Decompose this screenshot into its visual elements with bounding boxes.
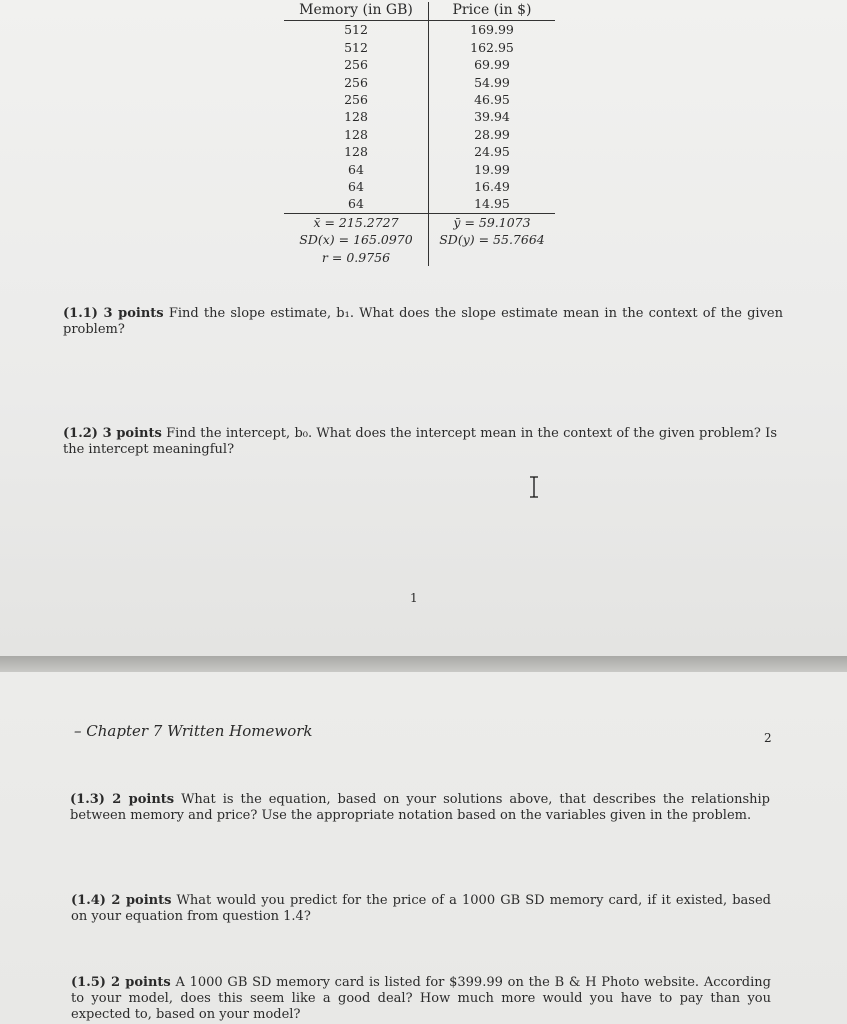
price-cell: 169.99 — [470, 22, 514, 38]
question-number: (1.3) 2 points — [70, 792, 175, 807]
question-text: What is the equation, based on your solutions above, that describes the relationship between memory and price? Use the appropriate notation based on the variables given in the problem. — [70, 792, 770, 823]
stats-row — [284, 213, 555, 231]
question-text: A 1000 GB SD memory card is listed for $399.99 on the B & H Photo website. According to your model, does this seem like a good deal? How much more would you have to pay than you expected to, based on your model? — [71, 975, 771, 1022]
mean-y: ȳ = 59.1073 — [429, 213, 556, 231]
question-1-1 — [63, 306, 783, 338]
memory-cell: 64 — [284, 161, 429, 178]
text-cursor-icon — [527, 476, 541, 498]
question-number: (1.1) 3 points — [63, 306, 164, 321]
table-row — [284, 21, 555, 39]
memory-cell: 64 — [284, 178, 429, 195]
table-row — [284, 178, 555, 195]
table-row — [284, 126, 555, 143]
price-cell: 162.95 — [470, 39, 514, 55]
question-number: (1.2) 3 points — [63, 426, 162, 441]
table-row — [284, 143, 555, 160]
table-row — [284, 195, 555, 213]
memory-cell: 128 — [284, 126, 429, 143]
question-text: Find the slope estimate, b₁. What does the slope estimate mean in the context of the given problem? — [63, 306, 783, 337]
column-header-memory: Memory (in GB) — [284, 2, 429, 21]
sd-y: SD(y) = 55.7664 — [439, 232, 545, 248]
sd-x: SD(x) = 165.0970 — [284, 231, 429, 248]
table-row — [284, 39, 555, 56]
price-cell: 19.99 — [474, 161, 510, 177]
table-row — [284, 74, 555, 91]
page-gap — [0, 656, 847, 672]
memory-cell: 128 — [284, 143, 429, 160]
memory-cell: 64 — [284, 195, 429, 213]
page-number-2: 2 — [764, 731, 772, 745]
memory-cell: 512 — [284, 39, 429, 56]
question-1-3 — [70, 792, 770, 824]
price-cell: 16.49 — [474, 179, 510, 195]
empty-cell — [429, 249, 556, 266]
mean-x: x̄ = 215.2727 — [284, 213, 429, 231]
question-text: Find the intercept, b₀. What does the intercept mean in the context of the given problem? Is the intercept meaningful? — [63, 426, 777, 457]
memory-cell: 512 — [284, 21, 429, 39]
memory-cell: 256 — [284, 91, 429, 108]
chapter-header: – Chapter 7 Written Homework — [74, 722, 313, 740]
price-cell: 39.94 — [474, 109, 510, 125]
stats-row — [284, 249, 555, 266]
question-number: (1.4) 2 points — [71, 893, 172, 908]
memory-cell: 256 — [284, 56, 429, 73]
memory-cell: 128 — [284, 108, 429, 125]
price-cell: 54.99 — [474, 74, 510, 90]
question-number: (1.5) 2 points — [71, 975, 171, 990]
table-header-row — [284, 2, 555, 21]
table-row — [284, 91, 555, 108]
table-row — [284, 108, 555, 125]
price-cell: 14.95 — [474, 196, 510, 212]
question-1-5 — [71, 975, 771, 1023]
price-cell: 46.95 — [474, 92, 510, 108]
table-row — [284, 161, 555, 178]
price-cell: 69.99 — [474, 57, 510, 73]
stats-row — [284, 231, 555, 248]
data-table — [284, 2, 555, 266]
price-cell: 24.95 — [474, 144, 510, 160]
question-1-4 — [71, 893, 771, 925]
question-text: What would you predict for the price of a 1000 GB SD memory card, if it existed, based on your equation from question 1.4? — [71, 893, 771, 924]
page-number-1: 1 — [410, 591, 418, 605]
correlation-r: r = 0.9756 — [284, 249, 429, 266]
price-cell: 28.99 — [474, 126, 510, 142]
column-header-price: Price (in $) — [452, 2, 532, 18]
memory-cell: 256 — [284, 74, 429, 91]
table-row — [284, 56, 555, 73]
question-1-2 — [63, 426, 777, 458]
